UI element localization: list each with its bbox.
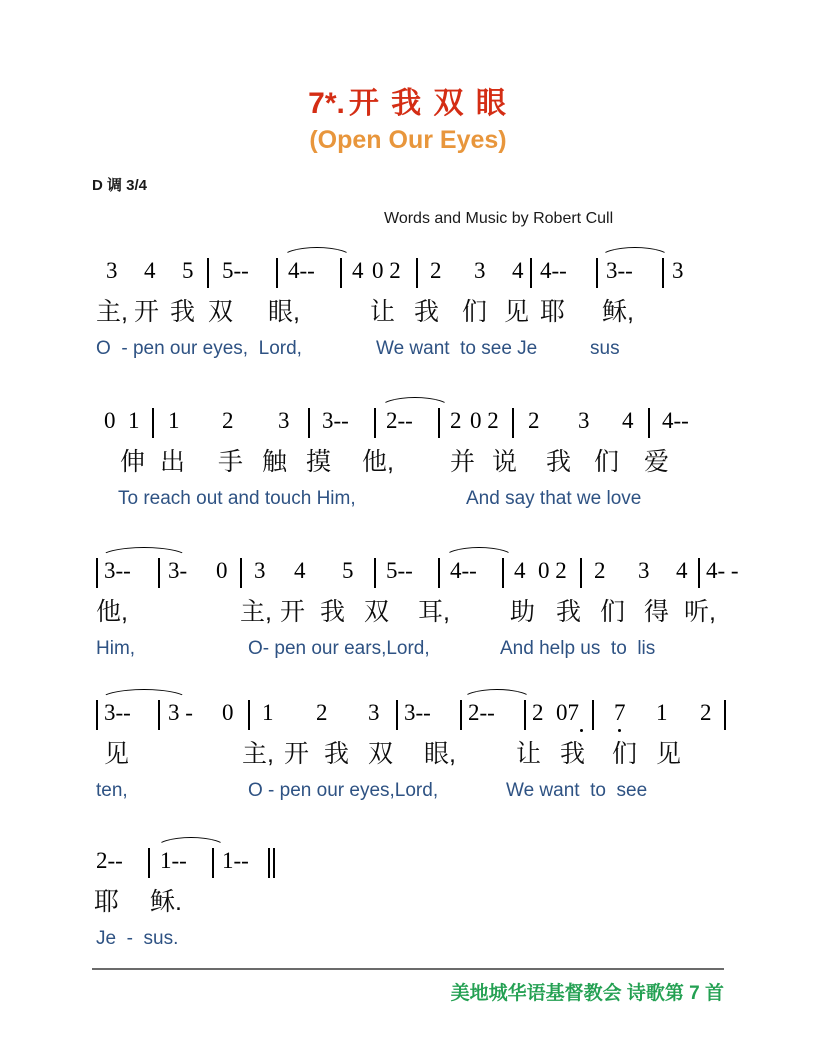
note-group: 5 xyxy=(342,558,354,583)
barline xyxy=(374,408,376,438)
note-group: 4 xyxy=(512,258,524,283)
lyric-chinese: 们 xyxy=(612,740,638,768)
barline xyxy=(374,558,376,588)
lyric-chinese: 见 xyxy=(504,298,530,326)
lyric-chinese: 并 xyxy=(450,448,476,476)
lyric-chinese: 我 xyxy=(324,740,350,768)
barline xyxy=(416,258,418,288)
lyric-english: sus xyxy=(590,338,620,359)
barline xyxy=(512,408,514,438)
hymn-number: 7*. xyxy=(308,87,345,120)
barline xyxy=(207,258,209,288)
barline xyxy=(152,408,154,438)
barline xyxy=(240,558,242,588)
lyrics-english-row xyxy=(0,918,816,950)
lyric-chinese: 耳, xyxy=(418,598,450,626)
barline xyxy=(248,700,250,730)
barline xyxy=(592,700,594,730)
note-group: 3 - xyxy=(168,700,193,725)
lyric-chinese: 开 xyxy=(280,598,306,626)
lyric-english: We want to see Je xyxy=(376,338,538,359)
lyric-chinese: 耶 xyxy=(540,298,566,326)
lyric-chinese: 见 xyxy=(656,740,682,768)
lyrics-english-row xyxy=(0,328,816,360)
lyric-chinese: 手 xyxy=(218,448,244,476)
note-group: 4- - xyxy=(706,558,739,583)
barline xyxy=(596,258,598,288)
note-group: 4 xyxy=(514,558,526,583)
barline xyxy=(662,258,664,288)
lyric-chinese: 我 xyxy=(556,598,582,626)
note-group: 4 xyxy=(294,558,306,583)
note-group: 3 xyxy=(106,258,118,283)
lyrics-chinese-row xyxy=(0,590,816,628)
note-group: 2 xyxy=(532,700,544,725)
note-group: 4-- xyxy=(288,258,315,283)
lyrics-chinese-row xyxy=(0,290,816,328)
note-group: 2 xyxy=(222,408,234,433)
lyric-chinese: 他, xyxy=(362,448,394,476)
lyric-chinese: 我 xyxy=(546,448,572,476)
lyric-chinese: 稣. xyxy=(150,888,182,916)
lyric-chinese: 主, xyxy=(240,598,272,626)
barline xyxy=(724,700,726,730)
lyric-chinese: 双 xyxy=(364,598,390,626)
note-group: 1 xyxy=(656,700,668,725)
lyric-chinese: 见 xyxy=(104,740,130,768)
note-group: 0 2 xyxy=(470,408,499,433)
lyric-chinese: 们 xyxy=(600,598,626,626)
lyrics-english-row xyxy=(0,478,816,510)
barline xyxy=(158,700,160,730)
note-group: 3-- xyxy=(322,408,349,433)
lyric-english: ten, xyxy=(96,780,128,801)
lyrics-english-row xyxy=(0,628,816,660)
lyrics-chinese-row xyxy=(0,440,816,478)
note-group: 3 xyxy=(254,558,266,583)
lyric-chinese: 双 xyxy=(208,298,234,326)
notation-row xyxy=(0,248,816,290)
note-group: 5 xyxy=(182,258,194,283)
barline xyxy=(96,558,98,588)
note-group: 3-- xyxy=(104,558,131,583)
lyric-chinese: 伸 xyxy=(120,448,146,476)
lyric-chinese: 助 xyxy=(510,598,536,626)
lyric-chinese: 双 xyxy=(368,740,394,768)
note-group: 5-- xyxy=(386,558,413,583)
key-and-meter: D 调 3/4 xyxy=(92,177,148,194)
lyric-chinese: 眼, xyxy=(424,740,456,768)
notation-row xyxy=(0,548,816,590)
lyric-chinese: 耶 xyxy=(94,888,120,916)
lyric-chinese: 他, xyxy=(96,598,128,626)
lyric-chinese: 爱 xyxy=(644,448,670,476)
footer-church-label: 美地城华语基督教会 诗歌第 7 首 xyxy=(450,983,724,1004)
lyric-chinese: 开 xyxy=(134,298,160,326)
note-group: 1-- xyxy=(222,848,249,873)
composer-credit: Words and Music by Robert Cull xyxy=(384,210,614,227)
lyric-chinese: 让 xyxy=(516,740,542,768)
note-group: 07 xyxy=(556,700,579,725)
lyrics-chinese-row xyxy=(0,880,816,918)
note-group: 1 xyxy=(128,408,140,433)
lyric-english: We want to see xyxy=(506,780,648,801)
lyric-english: Je - sus. xyxy=(96,928,179,949)
note-group: 0 xyxy=(222,700,234,725)
lyrics-chinese-row xyxy=(0,732,816,770)
notation-row xyxy=(0,398,816,440)
note-group: 3-- xyxy=(606,258,633,283)
note-group: 3 xyxy=(672,258,684,283)
note-group: 4-- xyxy=(450,558,477,583)
lyric-chinese: 我 xyxy=(560,740,586,768)
note-group: 2 xyxy=(700,700,712,725)
note-group: 3 xyxy=(278,408,290,433)
note-group: 2-- xyxy=(468,700,495,725)
lyric-english: And help us to lis xyxy=(500,638,656,659)
note-group: 4-- xyxy=(540,258,567,283)
barline xyxy=(158,558,160,588)
note-group: 3-- xyxy=(404,700,431,725)
lyric-chinese: 我 xyxy=(414,298,440,326)
lyric-chinese: 让 xyxy=(370,298,396,326)
lyric-chinese: 眼, xyxy=(268,298,300,326)
barline xyxy=(276,258,278,288)
notation-row xyxy=(0,690,816,732)
barline xyxy=(148,848,150,878)
footer-divider xyxy=(92,968,724,970)
lyric-chinese: 出 xyxy=(160,448,186,476)
barline xyxy=(530,258,532,288)
notation-row xyxy=(0,838,816,880)
note-group: 1 xyxy=(262,700,274,725)
note-group: 3 xyxy=(578,408,590,433)
title-chinese-text: 开 我 双 眼 xyxy=(348,87,508,120)
note-group: 0 xyxy=(104,408,116,433)
barline xyxy=(96,700,98,730)
barline xyxy=(340,258,342,288)
lyric-chinese: 摸 xyxy=(306,448,332,476)
note-group: 4 xyxy=(622,408,634,433)
barline xyxy=(396,700,398,730)
barline xyxy=(502,558,504,588)
lyric-english: O - pen our eyes, Lord, xyxy=(96,338,302,359)
page-title-english: (Open Our Eyes) xyxy=(309,126,507,154)
lyric-english: To reach out and touch Him, xyxy=(118,488,356,509)
lyric-chinese: 开 xyxy=(284,740,310,768)
note-group: 3-- xyxy=(104,700,131,725)
note-group: 3 xyxy=(474,258,486,283)
note-group: 0 2 xyxy=(538,558,567,583)
note-group: 4 xyxy=(144,258,156,283)
final-double-barline xyxy=(268,848,276,878)
lyric-english: O - pen our eyes,Lord, xyxy=(248,780,439,801)
lyrics-english-row xyxy=(0,770,816,802)
lyric-english: O- pen our ears,Lord, xyxy=(248,638,430,659)
barline xyxy=(212,848,214,878)
music-system xyxy=(0,398,816,510)
lyric-chinese: 得 xyxy=(644,598,670,626)
lyric-english: And say that we love xyxy=(466,488,642,509)
note-group: 2 xyxy=(528,408,540,433)
barline xyxy=(648,408,650,438)
note-group: 2 xyxy=(450,408,462,433)
note-group: 3- xyxy=(168,558,188,583)
note-group: 2 xyxy=(430,258,442,283)
note-group: 0 xyxy=(216,558,228,583)
lyric-chinese: 我 xyxy=(170,298,196,326)
lyric-chinese: 们 xyxy=(594,448,620,476)
lyric-chinese: 们 xyxy=(462,298,488,326)
lyric-chinese: 听, xyxy=(684,598,716,626)
lyric-english: Him, xyxy=(96,638,136,659)
note-group: 5-- xyxy=(222,258,249,283)
music-system xyxy=(0,248,816,360)
note-group: 3 xyxy=(368,700,380,725)
note-group: 4-- xyxy=(662,408,689,433)
note-group: 4 xyxy=(676,558,688,583)
lyric-chinese: 触 xyxy=(262,448,288,476)
lyric-chinese: 说 xyxy=(492,448,518,476)
lyric-chinese: 主, xyxy=(242,740,274,768)
barline xyxy=(438,408,440,438)
barline xyxy=(524,700,526,730)
music-system xyxy=(0,548,816,660)
note-group: 2-- xyxy=(386,408,413,433)
music-system xyxy=(0,838,816,950)
note-group: 1 xyxy=(168,408,180,433)
lyric-chinese: 主, xyxy=(96,298,128,326)
barline xyxy=(308,408,310,438)
lyric-chinese: 稣, xyxy=(602,298,634,326)
note-group: 2-- xyxy=(96,848,123,873)
music-system xyxy=(0,690,816,802)
lyric-chinese: 我 xyxy=(320,598,346,626)
barline xyxy=(580,558,582,588)
barline xyxy=(698,558,700,588)
note-group: 2 xyxy=(316,700,328,725)
note-group: 1-- xyxy=(160,848,187,873)
note-group: 2 xyxy=(594,558,606,583)
barline xyxy=(438,558,440,588)
note-group: 4 xyxy=(352,258,364,283)
barline xyxy=(460,700,462,730)
note-group: 7 xyxy=(614,700,626,725)
note-group: 3 xyxy=(638,558,650,583)
page-title-chinese xyxy=(0,78,816,122)
note-group: 0 2 xyxy=(372,258,401,283)
